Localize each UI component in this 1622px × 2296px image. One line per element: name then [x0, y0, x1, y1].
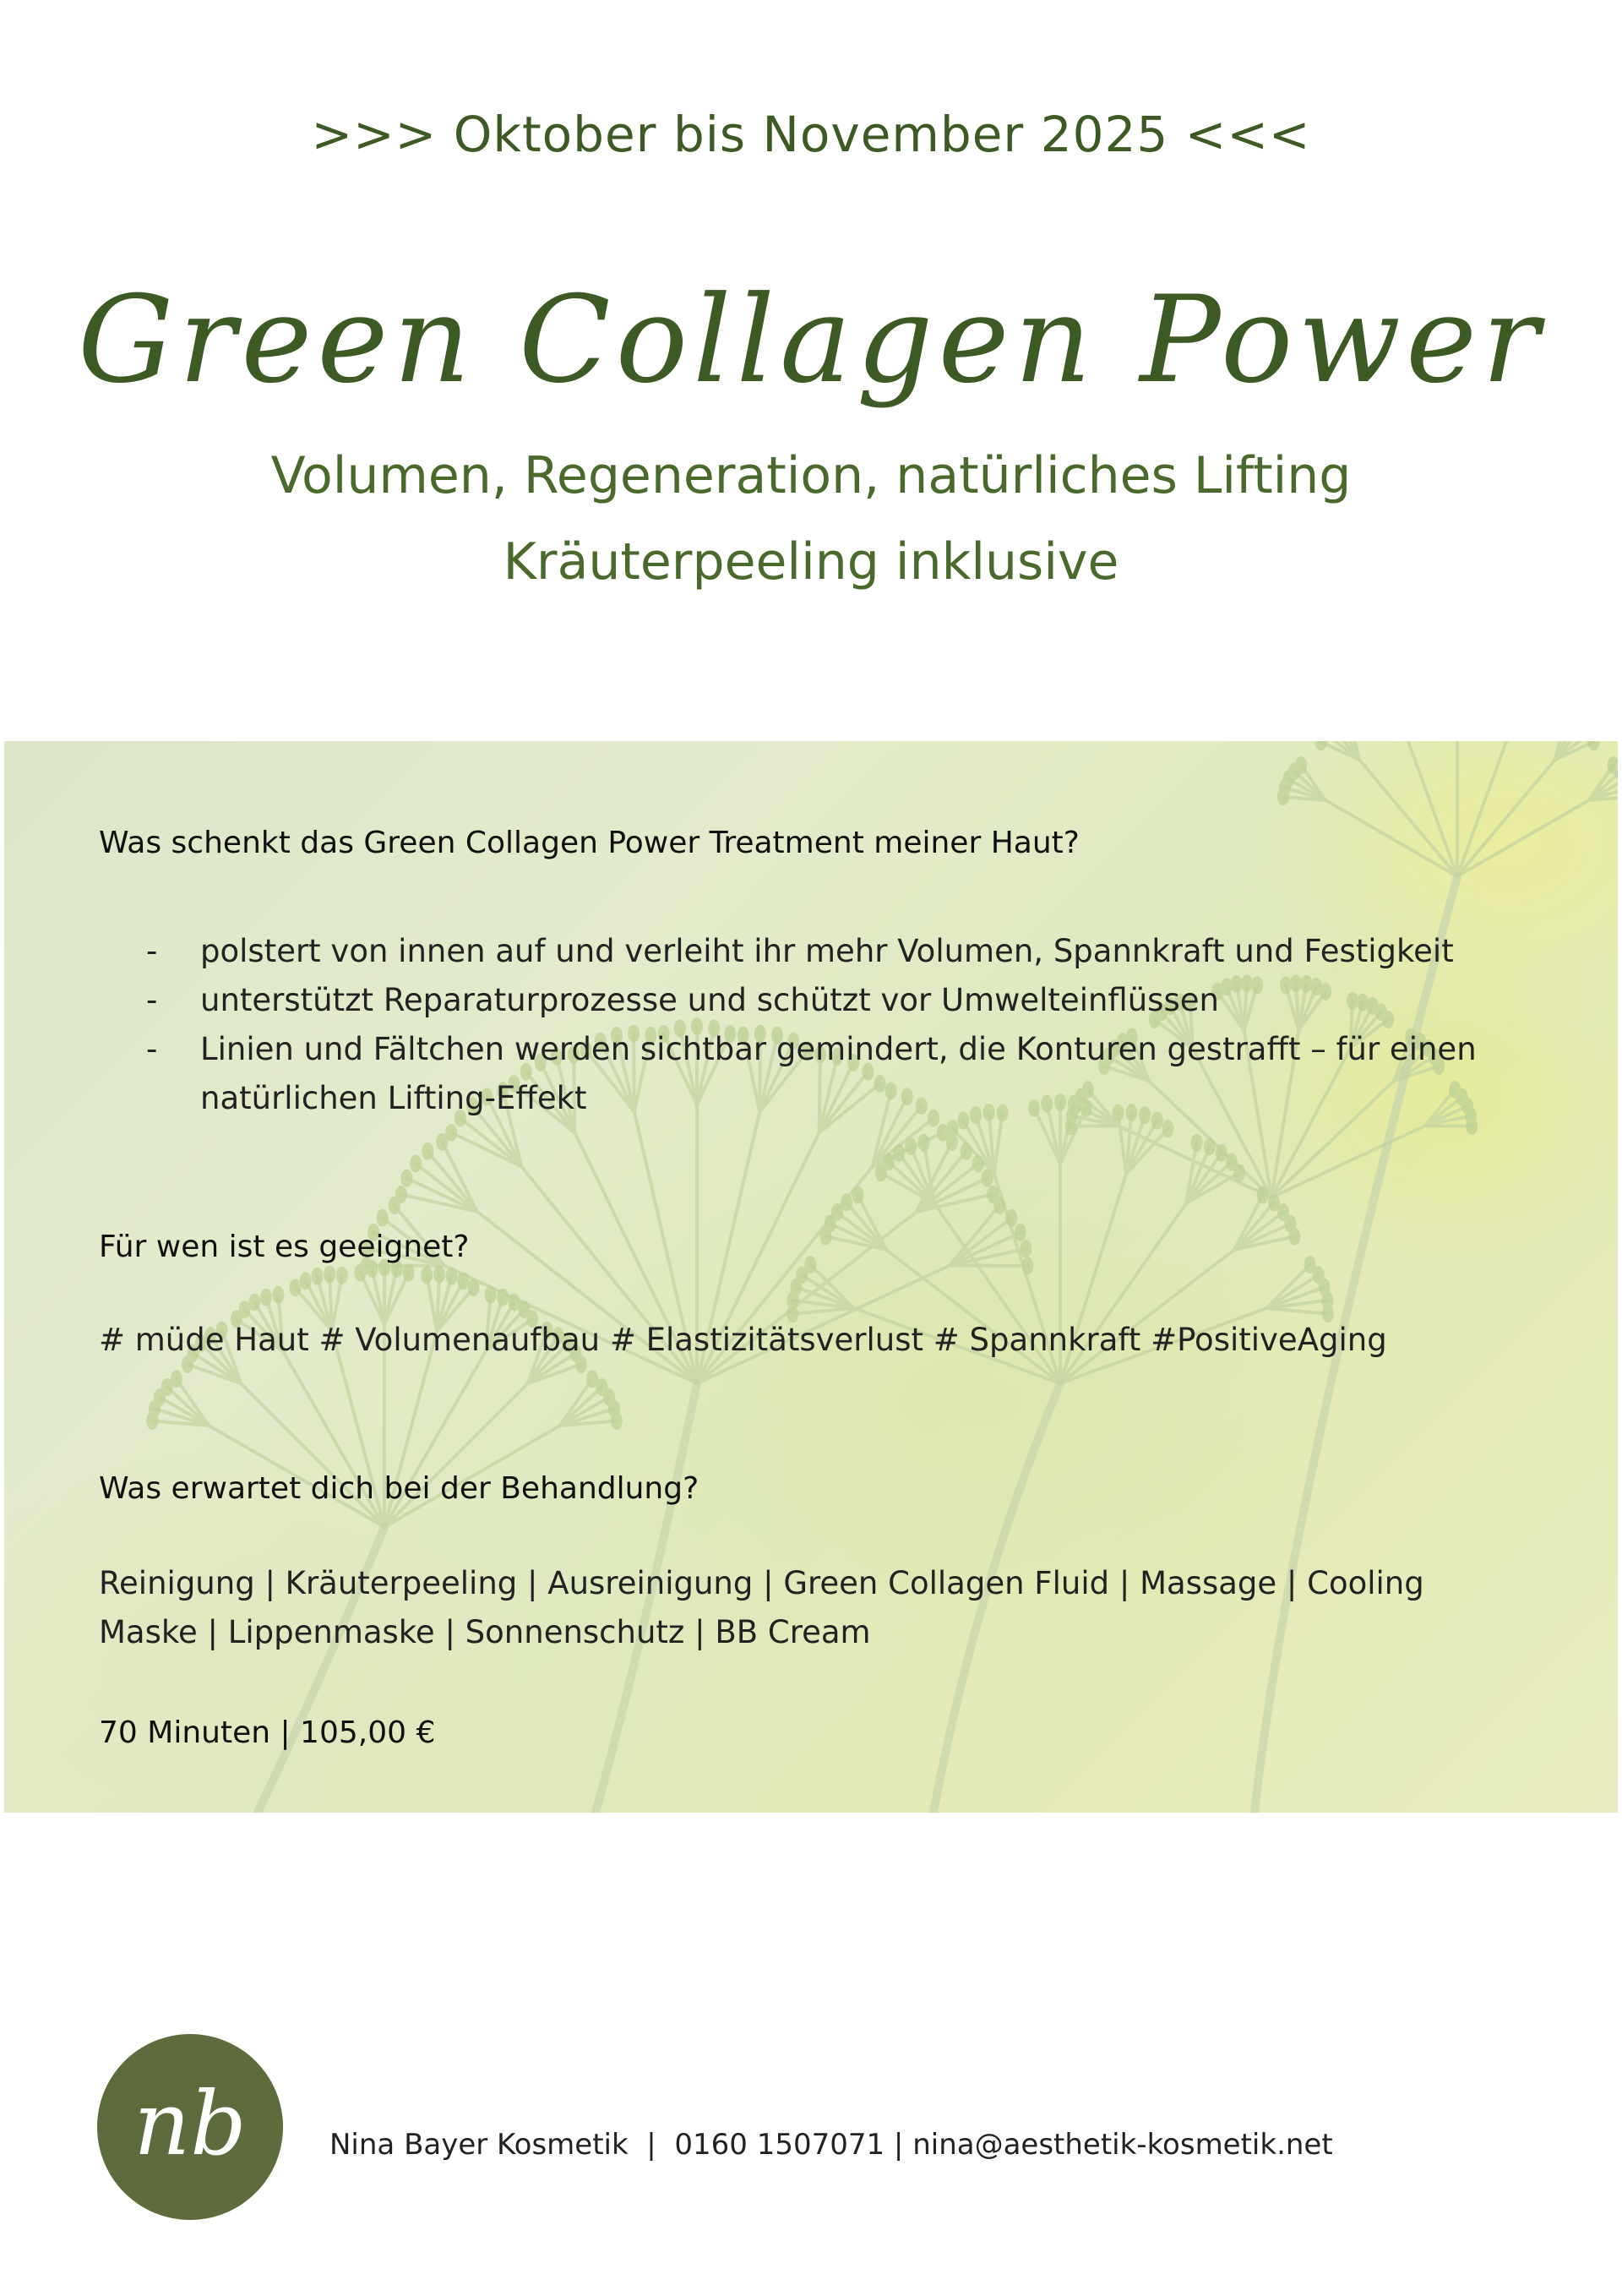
nb-logo	[97, 2034, 283, 2220]
bullet-dash: -	[146, 982, 158, 1018]
bullet-dash: -	[146, 933, 158, 969]
benefit-text: unterstützt Reparaturprozesse und schützt vor Umwelteinflüssen	[200, 982, 1219, 1018]
subtitle-peeling: Kräuterpeeling inklusive	[503, 532, 1119, 592]
benefit-text: polstert von innen auf und verleiht ihr mehr Volumen, Spannkraft und Festigkeit	[200, 933, 1454, 969]
treatment-heading: Was erwartet dich bei der Behandlung?	[99, 1471, 699, 1506]
fennel-photo-panel	[4, 741, 1618, 1813]
duration-price: 70 Minuten | 105,00 €	[99, 1715, 436, 1750]
date-range: >>> Oktober bis November 2025 <<<	[311, 106, 1311, 163]
contact-line: Nina Bayer Kosmetik | 0160 1507071 | nina@aesthetik-kosmetik.net	[329, 2128, 1333, 2162]
benefit-text: Linien und Fältchen werden sichtbar gemindert, die Konturen gestrafft – für einen natürlichen Lifting-Effekt	[200, 1031, 1477, 1116]
page-title: Green Collagen Power	[78, 270, 1544, 410]
suitable-heading: Für wen ist es geeignet?	[99, 1230, 470, 1264]
bullet-dash: -	[146, 1031, 158, 1067]
benefits-heading: Was schenkt das Green Collagen Power Treatment meiner Haut?	[99, 826, 1080, 860]
list-item	[146, 1025, 1540, 1123]
subtitle: Volumen, Regeneration, natürliches Lifting	[270, 446, 1352, 505]
list-item	[146, 976, 1540, 1025]
benefits-list	[146, 927, 1540, 1123]
logo-monogram: nb	[133, 2072, 247, 2175]
suitable-tags: # müde Haut # Volumenaufbau # Elastizitätsverlust # Spannkraft #PositiveAging	[99, 1322, 1387, 1358]
list-item	[146, 927, 1540, 976]
treatment-steps: Reinigung | Kräuterpeeling | Ausreinigung | Green Collagen Fluid | Massage | Cooling Maske | Lippenmaske | Sonnenschutz | BB Cream	[99, 1565, 1424, 1650]
